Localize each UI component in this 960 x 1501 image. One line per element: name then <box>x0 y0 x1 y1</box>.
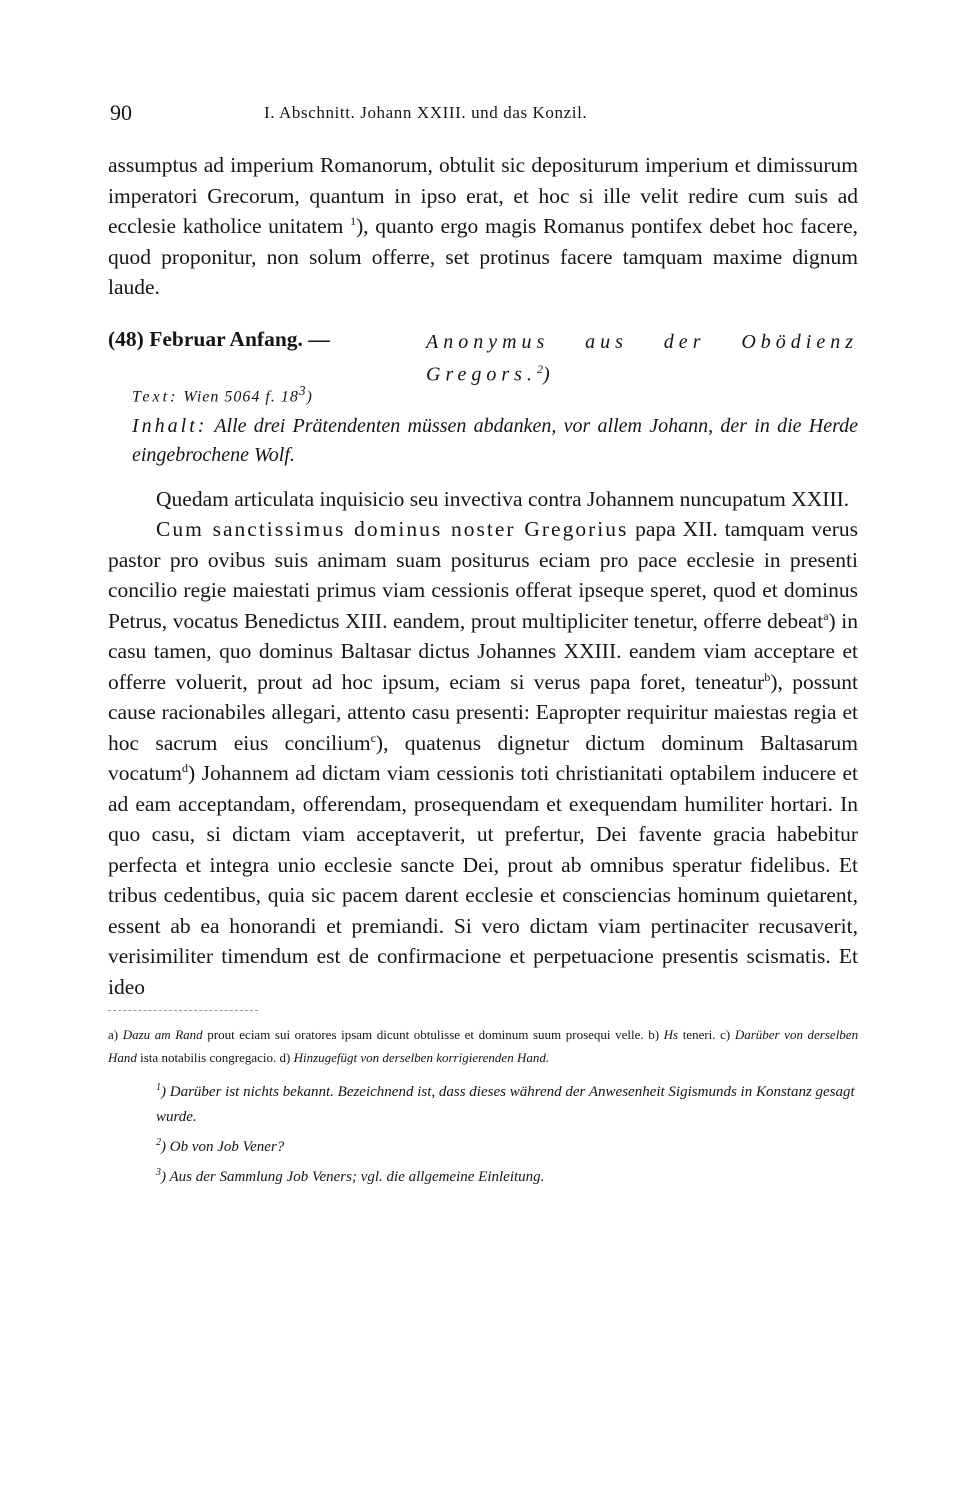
footnote-mark: 1 <box>156 1082 161 1094</box>
apparatus-ref-d[interactable]: d <box>182 761 189 776</box>
main-text-5: ) Johannem ad dictam viam cessionis toti christianitati optabilem inducere et ad eam acceptandam, offerendam, prosequendam et exequendam humiliter hortari. In quo casu, si dictam viam acceptaverit, ut prefertur, Dei favente gracia habebitur perfecta et integra unio ecclesie sancte Dei, prout ab omnibus speratur fidelibus. Et tribus cedentibus, quia sic pacem darent ecclesie et consciencias hominum quietarent, essent ab ea honorandi et premiandi. Si vero dictam viam pertinaciter recusaverit, verisimiliter timendum est de confirmacione et perpetuacione presentis scismatis. Et ideo <box>108 761 858 999</box>
apparatus-b-italic: Hs <box>663 1027 679 1043</box>
main-text-4: ), quatenus dignetur dictum dominum Baltasarum vocatum <box>108 730 858 786</box>
apparatus-c-italic: Darüber von derselben Hand <box>108 1027 859 1066</box>
content-summary <box>108 412 858 470</box>
footnote-text: Darüber ist nichts bekannt. Bezeichnend ist, dass dieses während der Anwesenheit Sigismunds in Konstanz gesagt wurde. <box>156 1084 855 1126</box>
footnote-text: Ob von Job Vener? <box>169 1139 285 1156</box>
apparatus-a-mark: a) <box>108 1027 119 1043</box>
entry-heading <box>108 326 858 386</box>
text-source-close: ) <box>306 387 313 405</box>
intro-text-end: ), quanto ergo magis Romanus pontifex debet hoc facere, quod proponitur, non solum offerre, set protinus facere tamquam maxime dignum laude. <box>108 214 859 299</box>
text-source-label: Text: <box>132 387 179 405</box>
footnote-ref-1[interactable]: 1 <box>350 213 357 228</box>
main-text-2: ) in casu tamen, quo dominus Baltasar dictus Johannes XXIII. eandem viam acceptare et offerre voluerit, prout ad hoc ipsum, eciam si verus papa foret, teneatur <box>108 608 858 694</box>
footnote-text: Aus der Sammlung Job Veners; vgl. die allgemeine Einleitung. <box>169 1169 545 1186</box>
entry-title-close: ) <box>542 363 555 386</box>
summary-text: Alle drei Prätendenten müssen abdanken, vor allem Johann, der in die Herde eingebrochene Wolf. <box>132 414 858 466</box>
apparatus-ref-b[interactable]: b <box>764 669 771 684</box>
entry-title-text: Anonymus aus der Obödienz Gregors. <box>426 330 858 386</box>
apparatus-a-text: prout eciam sui oratores ipsam dicunt obtulisse et dominum suum prosequi velle. <box>207 1027 644 1043</box>
book-page <box>108 100 858 1190</box>
footnotes <box>108 1075 858 1190</box>
apparatus-d-mark: d) <box>279 1050 291 1066</box>
page-number: 90 <box>110 100 132 125</box>
intro-paragraph <box>108 150 858 303</box>
footnote-ref-3[interactable]: 3 <box>298 382 307 398</box>
footnote-3: $^3$) Aus der Sammlung Job Veners; vgl. die allgemeine Einleitung. <box>156 1167 545 1186</box>
footnote-mark: 2 <box>156 1137 161 1149</box>
apparatus-ref-a[interactable]: a <box>823 608 829 623</box>
apparatus-b-mark: b) <box>648 1027 660 1043</box>
text-source-value: Wien 5064 f. 18 <box>183 387 299 405</box>
main-paragraph <box>108 514 858 1002</box>
apparatus-a-italic: Dazu am Rand <box>122 1027 203 1043</box>
footnote-divider <box>108 1010 258 1011</box>
running-head: I. Abschnitt. Johann XXIII. und das Konzil. <box>264 103 588 122</box>
apparatus-c-mark: c) <box>720 1027 731 1043</box>
summary-label: Inhalt: <box>132 414 208 437</box>
document-title: Quedam articulata inquisicio seu invectiva contra Johannem nuncupatum XXIII. <box>156 486 850 511</box>
main-opening: Cum sanctissimus dominus noster Gregorius <box>156 517 629 542</box>
entry-label: (48) Februar Anfang. — <box>108 326 330 351</box>
intro-text: assumptus ad imperium Romanorum, obtulit sic depositurum imperium et dimissurum imperatori Grecorum, quantum in ipso erat, et hoc si ille velit redire cum suis ad ecclesie katholice unitatem <box>108 153 858 238</box>
apparatus-ref-c[interactable]: c <box>370 730 376 745</box>
main-text-3: ), possunt cause racionabiles allegari, attento casu presenti: Eapropter requiritur maiestas regia et hoc sacrum eius concilium <box>108 669 858 755</box>
footnote-2: $^2$) Ob von Job Vener? <box>156 1137 285 1156</box>
apparatus-b-text: teneri. <box>682 1027 716 1043</box>
apparatus-d-italic: Hinzugefügt von derselben korrigierenden Hand. <box>293 1050 550 1066</box>
footnote-mark: 3 <box>156 1167 161 1179</box>
page-header <box>108 100 858 128</box>
apparatus-c-text: ista notabilis congregacio. <box>140 1050 277 1066</box>
main-text-1: papa XII. tamquam verus pastor pro ovibus suis animam suam positurus eciam pro pace ecclesie in presenti concilio regie maiestati primus viam cessionis offerat ipseque speret, quod et dominus Petrus, vocatus Benedictus XIII. eandem, prout multipliciter tenetur, offerre debeat <box>108 517 858 633</box>
entry-title <box>426 329 858 389</box>
footnote-ref-2[interactable]: 2 <box>536 361 543 376</box>
critical-apparatus <box>108 1023 858 1069</box>
footnote-1: $^1$) Darüber ist nichts bekannt. Bezeichnend ist, dass dieses während der Anwesenheit Sigismunds in Konstanz gesagt wurde. <box>156 1082 855 1126</box>
